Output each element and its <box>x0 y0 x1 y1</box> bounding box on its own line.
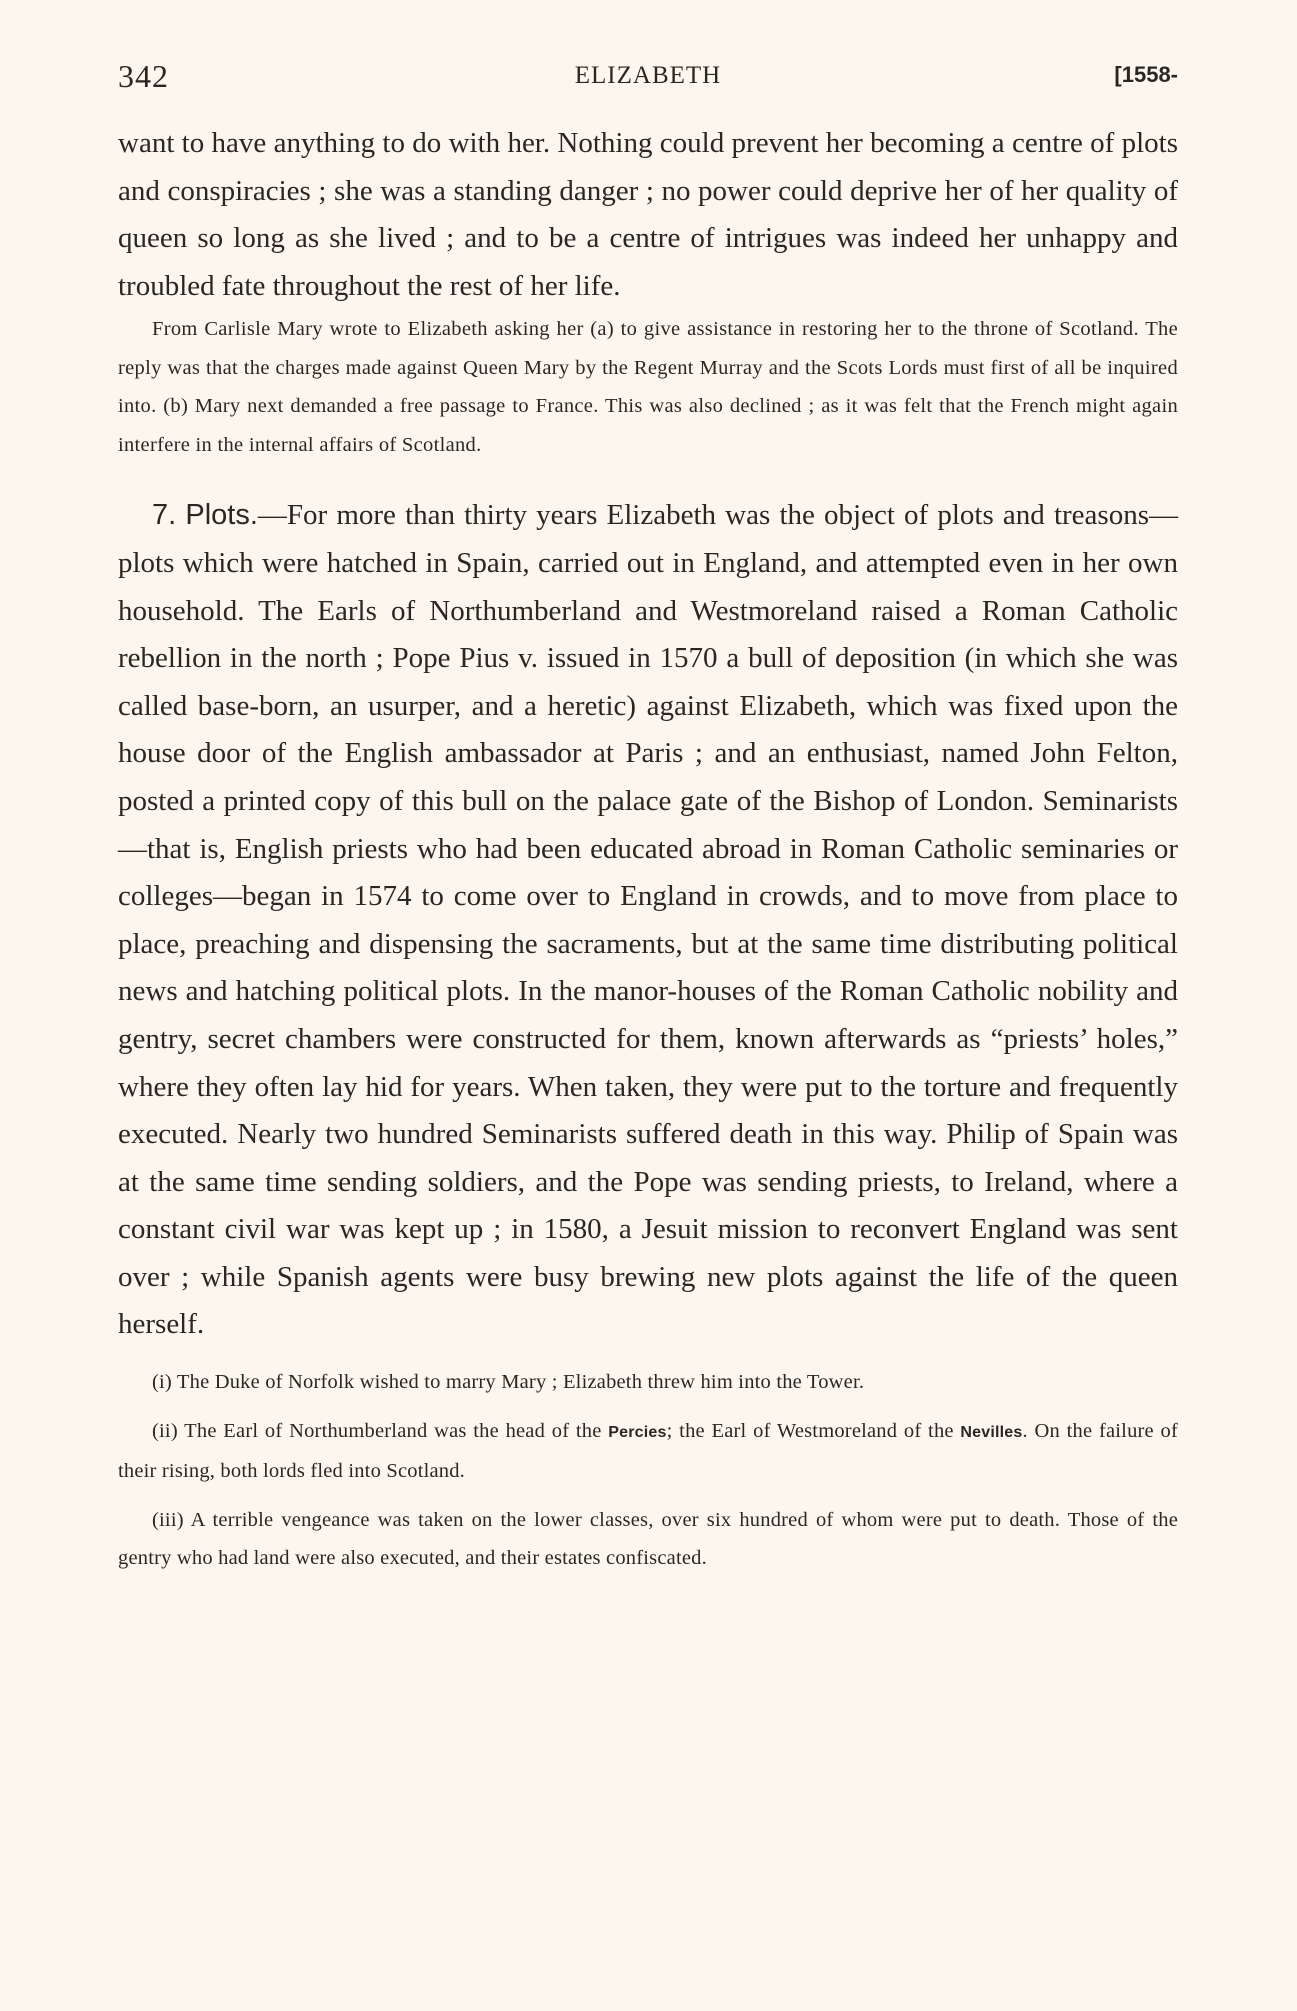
note-i: (i) The Duke of Norfolk wished to marry Mary ; Elizabeth threw him into the Tower. <box>152 1371 865 1394</box>
footnotes <box>118 1363 1178 1578</box>
running-year: [1558- <box>1114 62 1178 87</box>
note-iii: (iii) A terrible vengeance was taken on the lower classes, over six hundred of whom were put to death. Those of the gentry who had land were also executed, and their estates confiscated. <box>118 1508 1178 1570</box>
section-title: Plots. <box>185 499 258 532</box>
note-ii-part-c: . On the failure of their rising, both lords fled into Scotland. <box>118 1419 1179 1483</box>
note-ii-part-a: (ii) The Earl of Northumberland was the head of the <box>152 1419 602 1442</box>
page-number: 342 <box>118 58 169 94</box>
note-ii-percies: Percies <box>608 1423 667 1441</box>
section-plots <box>118 492 1178 1349</box>
paragraph-continuation: want to have anything to do with her. Nothing could prevent her becoming a centre of plots and conspiracies ; she was a standing danger ; no power could deprive her of her quality of queen so long as she lived ; and to be a centre of intrigues was indeed her unhappy and troubled fate throughout the rest of her life. <box>118 127 1178 302</box>
running-head <box>118 58 1178 106</box>
note-ii-nevilles: Nevilles <box>960 1423 1023 1441</box>
book-page <box>118 58 1178 1588</box>
note-carlisle: From Carlisle Mary wrote to Elizabeth asking her (a) to give assistance in restoring her to the throne of Scotland. The reply was that the charges made against Queen Mary by the Regent Murray and the Scots Lords must first of all be inquired into. (b) Mary next demanded a free passage to France. This was also declined ; as it was felt that the French might again interfere in the internal affairs of Scotland. <box>118 318 1178 456</box>
note-ii <box>118 1412 1178 1491</box>
note-ii-part-b: ; the Earl of Westmoreland of the <box>666 1419 954 1442</box>
section-text: —For more than thirty years Elizabeth was the object of plots and treasons—plots which were hatched in Spain, carried out in England, and attempted even in her own household. The Earls of Northumberland and Westmoreland raised a Roman Catholic rebellion in the north ; Pope Pius v. issued in 1570 a bull of deposition (in which she was called base-born, an usurper, and a heretic) against Elizabeth, which was fixed upon the house door of the English ambassador at Paris ; and an enthusiast, named John Felton, posted a printed copy of this bull on the palace gate of the Bishop of London. Seminarists—that is, English priests who had been educated abroad in Roman Catholic seminaries or colleges—began in 1574 to come over to England in crowds, and to move from place to place, preaching and dispensing the sacraments, but at the same time distributing political news and hatching political plots. In the manor-houses of the Roman Catholic nobility and gentry, secret chambers were constructed for them, known afterwards as “priests’ holes,” where they often lay hid for years. When taken, they were put to the torture and frequently executed. Nearly two hundred Seminarists suffered death in this way. Philip of Spain was at the same time sending soldiers, and the Pope was sending priests, to Ireland, where a constant civil war was kept up ; in 1580, a Jesuit mission to reconvert England was sent over ; while Spanish agents were busy brewing new plots against the life of the queen herself. <box>118 499 1178 1341</box>
running-title: ELIZABETH <box>574 62 722 89</box>
section-number: 7. <box>152 499 177 532</box>
